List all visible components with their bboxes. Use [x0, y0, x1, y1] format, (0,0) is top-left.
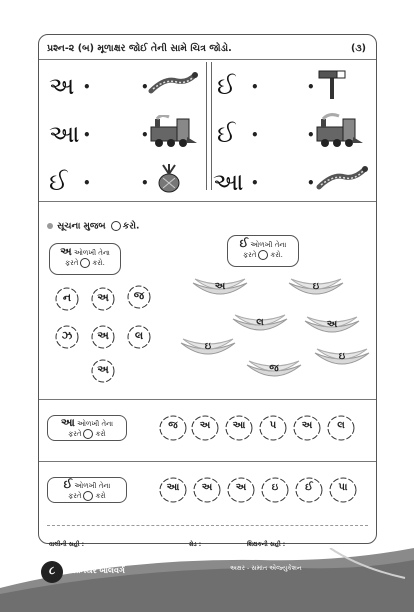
book-title: સિનિયર બાલવર્ગ [70, 566, 125, 575]
task-a-line2: ફરતે [65, 259, 79, 267]
question-title: પ્રશ્ન-૨ (બ) મૂળાક્ષર જોઈ તેની સામે ચિત્ર જોડો. [47, 43, 232, 54]
task-a-line1: ઓળખી તેના [73, 249, 110, 257]
task-i-letter: ઈ [239, 237, 249, 250]
chain-flower-item[interactable]: આ [159, 477, 187, 503]
right-pic-dot-3[interactable]: • [307, 176, 315, 190]
flower-item[interactable]: અ [91, 325, 115, 349]
chain-flower-item[interactable]: આ [225, 415, 253, 441]
left-pic-dot-2[interactable]: • [141, 128, 149, 142]
chain-flower-item[interactable]: અ [191, 415, 219, 441]
right-letter-1: ઈ [217, 72, 236, 100]
question-marks: (૩) [350, 43, 366, 54]
right-letter-3: આ [213, 168, 244, 196]
strip-aa-line2: ફરતે [68, 430, 82, 438]
banana-item[interactable]: ઇ [177, 335, 239, 361]
chain-flower-item[interactable]: જ [159, 415, 187, 441]
circle-icon [80, 258, 90, 268]
strip-ii-label [47, 477, 127, 503]
strip-aa-line1: ઓળખી તેના [77, 420, 114, 428]
bullet-icon [47, 223, 53, 229]
banana-item[interactable]: જ [243, 357, 305, 383]
grade-label: ગ્રેડ : [189, 541, 202, 548]
left-pic-dot-1[interactable]: • [141, 80, 149, 94]
flower-item[interactable]: ઝ [55, 325, 79, 349]
flower-item[interactable]: જ [127, 285, 151, 309]
parent-sign-label: વાલીની સહી : [49, 541, 85, 548]
right-dot-2[interactable]: • [251, 128, 259, 142]
banana-item[interactable]: ઇ [311, 345, 373, 371]
page-number: ૮ [48, 564, 56, 577]
left-letter-2: આ [49, 120, 80, 148]
task-a-bubble [49, 243, 121, 275]
strip-ii-line2: ફરતે [68, 492, 82, 500]
left-dot-2[interactable]: • [83, 128, 91, 142]
match-column-divider [206, 62, 212, 190]
strip-ii-line2-end: કરો [95, 492, 106, 500]
chain-flower-item[interactable]: ઇ [261, 477, 289, 503]
signal-post-icon [315, 65, 349, 99]
instruction-heading [47, 221, 139, 232]
right-pic-dot-2[interactable]: • [307, 128, 315, 142]
task-i-line1: ઓળખી તેના [250, 241, 287, 249]
strip-divider-1 [39, 399, 376, 400]
flower-item[interactable]: લ [127, 325, 151, 349]
strip-aa-line2-end: કરો [95, 430, 106, 438]
footer-divider [47, 525, 368, 526]
right-dot-1[interactable]: • [251, 80, 259, 94]
pineapple-icon [149, 163, 189, 193]
banana-item[interactable]: અ [189, 275, 251, 301]
section-divider [39, 201, 376, 202]
strip-ii-line1: ઓળખી તેના [74, 482, 111, 490]
strip-aa-label [47, 415, 127, 441]
chain-flower-item[interactable]: અ [227, 477, 255, 503]
publisher-name: અક્ષર - સમાંત એજ્યુકેશન [230, 564, 302, 572]
task-i-line2: ફરતે [243, 251, 257, 259]
left-pic-dot-3[interactable]: • [141, 176, 149, 190]
right-letter-2: ઈ [217, 120, 236, 148]
task-a-line2-end: કરો. [92, 259, 105, 267]
circle-icon [83, 429, 93, 439]
circle-icon [83, 491, 93, 501]
strip-ii-letter: ઈ [63, 478, 73, 491]
banana-item[interactable]: ઇ [285, 275, 347, 301]
banana-item[interactable]: લ [229, 311, 291, 337]
strip-aa-letter: આ [60, 416, 75, 429]
task-a-letter: અ [60, 245, 72, 258]
train-icon [313, 113, 369, 149]
left-dot-1[interactable]: • [83, 80, 91, 94]
teacher-sign-label: શિક્ષકની સહી : [247, 541, 286, 548]
worksheet-card [38, 34, 377, 548]
heading-text: સૂચના મુજબ [57, 221, 106, 232]
circle-icon [258, 250, 268, 260]
circle-icon [111, 221, 121, 231]
left-dot-3[interactable]: • [83, 176, 91, 190]
flower-item[interactable]: ન [55, 287, 79, 311]
title-divider [39, 59, 376, 60]
chain-flower-item[interactable]: પ [259, 415, 287, 441]
right-dot-3[interactable]: • [251, 176, 259, 190]
left-letter-3: ઈ [49, 168, 68, 196]
caterpillar-icon [147, 71, 199, 95]
chain-flower-item[interactable]: લ [327, 415, 355, 441]
chain-flower-item[interactable]: અ [193, 477, 221, 503]
train-icon [147, 115, 201, 149]
banana-item[interactable]: અ [301, 313, 363, 339]
chain-flower-item[interactable]: પા [329, 477, 357, 503]
flower-item[interactable]: અ [91, 287, 115, 311]
flower-item[interactable]: અ [91, 359, 115, 383]
left-letter-1: અ [49, 72, 75, 100]
strip-divider-2 [39, 461, 376, 462]
right-pic-dot-1[interactable]: • [307, 80, 315, 94]
task-i-bubble [227, 235, 299, 267]
heading-text-end: કરો. [122, 221, 140, 232]
caterpillar-icon [315, 165, 369, 191]
task-i-line2-end: કરો. [270, 251, 283, 259]
chain-flower-item[interactable]: અ [293, 415, 321, 441]
chain-flower-item[interactable]: ઈ [295, 477, 323, 503]
